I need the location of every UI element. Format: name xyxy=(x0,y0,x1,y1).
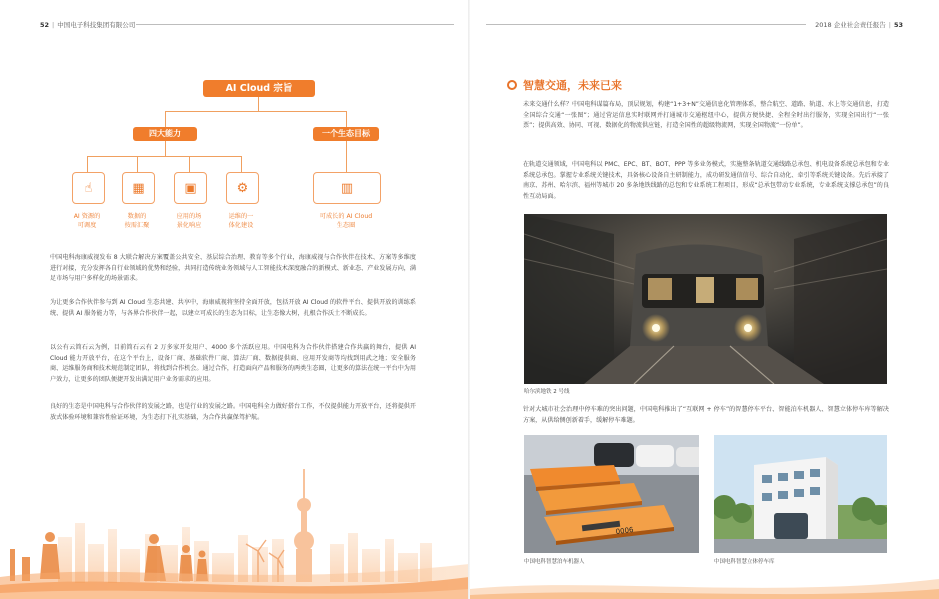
decorative-wave xyxy=(470,559,939,599)
caption-line: 应用的场 xyxy=(176,213,202,220)
ecosystem-caption xyxy=(313,212,379,230)
subway-train-photo xyxy=(524,214,887,384)
connector xyxy=(87,156,241,157)
right-page xyxy=(470,0,939,599)
right-header: 2018 企业社会责任报告 | 53 xyxy=(815,21,903,29)
body-paragraph: 未来交通什么样？中国电科谋篇布局，顶层规划，构建“1+3+N”交通信息化管理体系，整合航空、道路、轨道、水上等交通信息，打造全国综合交通“一张图”；通过营运信息实时联网并打通城市交通枢纽中心，提供方便快捷、全程全时出行服务，实现全国出行“一张票”；提供高效、协同、可视、数据化的物流供应链，打造全国性的超级物流网，实现全国物流“一份单”。 xyxy=(523,101,889,129)
hand-gear-icon: ⚙ xyxy=(226,172,259,204)
building-data-icon: ▦ xyxy=(122,172,155,204)
body-paragraph: 在轨道交通领域，中国电科以 PMC、EPC、BT、BOT、PPP 等多业务模式，实施整条轨道交通线路总承包、机电设备系统总承包和专业系统总承包。掌握专业系统关键技术，具备核心设备自主研制能力，成功研发通信信号、综合自动化、牵引等系统关键设备。先后承接了南京、苏州、哈尔滨、福州等城市 20 多条地铁线路的总包和专业系统工程项目，形成“总承包带动专业系统，专业系统支撑总承包”的良性互动局面。 xyxy=(523,161,889,200)
connector xyxy=(346,111,347,127)
caption-line: 运维的一 xyxy=(228,213,254,220)
left-header: 52 | 中国电子科技集团有限公司 xyxy=(40,21,136,29)
diagram-root-node: AI Cloud 宗旨 xyxy=(203,80,315,97)
report-title: 2018 企业社会责任报告 xyxy=(815,21,886,29)
left-company-name: 中国电子科技集团有限公司 xyxy=(57,21,136,29)
monitor-scene-icon: ▣ xyxy=(174,172,207,204)
connector xyxy=(165,111,166,127)
connector xyxy=(137,156,138,172)
capability-caption xyxy=(113,212,161,230)
caption-line: 生态圈 xyxy=(336,222,356,229)
four-capabilities-node: 四大能力 xyxy=(133,127,197,141)
connector xyxy=(165,111,346,112)
left-page xyxy=(0,0,469,599)
left-page-number: 52 xyxy=(40,21,50,29)
connector xyxy=(87,156,88,172)
fingerprint-icon: ☝ xyxy=(72,172,105,204)
parking-robot-image xyxy=(524,435,699,553)
connector xyxy=(258,97,259,111)
connector xyxy=(189,156,190,172)
caption-line: 可成长的 AI Cloud xyxy=(319,213,373,220)
body-paragraph: 以公有云简石云为例，目前简石云有 2 万多家开发用户、4000 多个活跃应用。中国电科为合作伙伴搭建合作共赢的舞台，提供 AI Cloud 能力开放平台，在这个平台上，设备厂商、基础软件厂商、算法厂商、数据提供商、应用开发商等均找到用武之地；安全服务商、运维服务商和技术规范制定团队，将找到合作机会。通过合作，打造面向产品和服务的两类生态圈，让更多的算法在统一平台中为用户效力，让更多的团队便捷开发出满足用户业务需求的应用。 xyxy=(50,344,416,383)
connector xyxy=(165,141,166,156)
body-paragraph: 为让更多合作伙伴参与到 AI Cloud 生态共建、共享中，海康威视将坚持全面开放，包括开放 AI Cloud 的软件平台、提供开放的训练系统、提供 AI 服务能力等，与各界合作伙伴一起，以建立可成长的生态为目标，让生态像大树，扎根合作沃土不断成长。 xyxy=(50,299,416,317)
city-skyline-illustration xyxy=(0,449,469,599)
connector xyxy=(346,141,347,172)
capability-caption xyxy=(63,212,111,230)
caption-line: 体化建设 xyxy=(228,222,254,229)
photo-caption: 哈尔滨地铁 2 号线 xyxy=(524,389,570,395)
parking-robot-photo xyxy=(524,435,699,553)
caption-line: 数据的 xyxy=(127,213,147,220)
body-paragraph: 良好的生态是中国电科与合作伙伴的发展之路，也是行业的发展之路。中国电科全力做好搭台工作，不仅提供能力开放平台，还将提供开放式体验环境和兼容性验证环境，为生态打下扎实基础，为合作共赢保驾护航。 xyxy=(50,403,416,421)
section-title-text: 智慧交通，未来已来 xyxy=(523,79,622,92)
robot-number-label: 0006 xyxy=(615,525,634,536)
body-paragraph: 针对大城市社会治理中停车难的突出问题，中国电科推出了“互联网 + 停车”的智慧停车平台、智能泊车机器人、智慧立体停车库等解决方案，从供给侧创新着手，缓解停车难题。 xyxy=(523,406,889,424)
caption-line: 景化响应 xyxy=(176,222,202,229)
city-buildings-icon: ▥ xyxy=(313,172,381,204)
photo-caption: 中国电科智慧泊车机器人 xyxy=(524,559,585,565)
target-icon xyxy=(507,80,517,90)
body-paragraph: 中国电科海康威视发布 8 大联合解决方案覆盖公共安全、基层综合治理、教育等多个行业，海康威视与合作伙伴在技术、方案等多维度进行对接，充分发挥各自行业领域的优势和经验，共同打造传统业务领域与人工智能技术深度融合的新模式、新业态、产业发展方向，满足市场与用户多样化的场景需求。 xyxy=(50,254,416,282)
capability-caption xyxy=(165,212,213,230)
subway-tunnel-image xyxy=(524,214,887,384)
right-header-rule xyxy=(486,24,806,25)
caption-line: AI 资源的 xyxy=(73,213,101,220)
photo-caption: 中国电科智慧立体停车库 xyxy=(714,559,775,565)
connector xyxy=(241,156,242,172)
section-title xyxy=(507,77,622,93)
caption-line: 按需汇聚 xyxy=(124,222,150,229)
caption-line: 可调度 xyxy=(77,222,97,229)
capability-caption xyxy=(217,212,265,230)
ecosystem-goal-node: 一个生态目标 xyxy=(313,127,379,141)
left-header-rule xyxy=(136,24,454,25)
parking-garage-image xyxy=(714,435,887,553)
parking-garage-photo xyxy=(714,435,887,553)
right-page-number: 53 xyxy=(893,21,903,29)
